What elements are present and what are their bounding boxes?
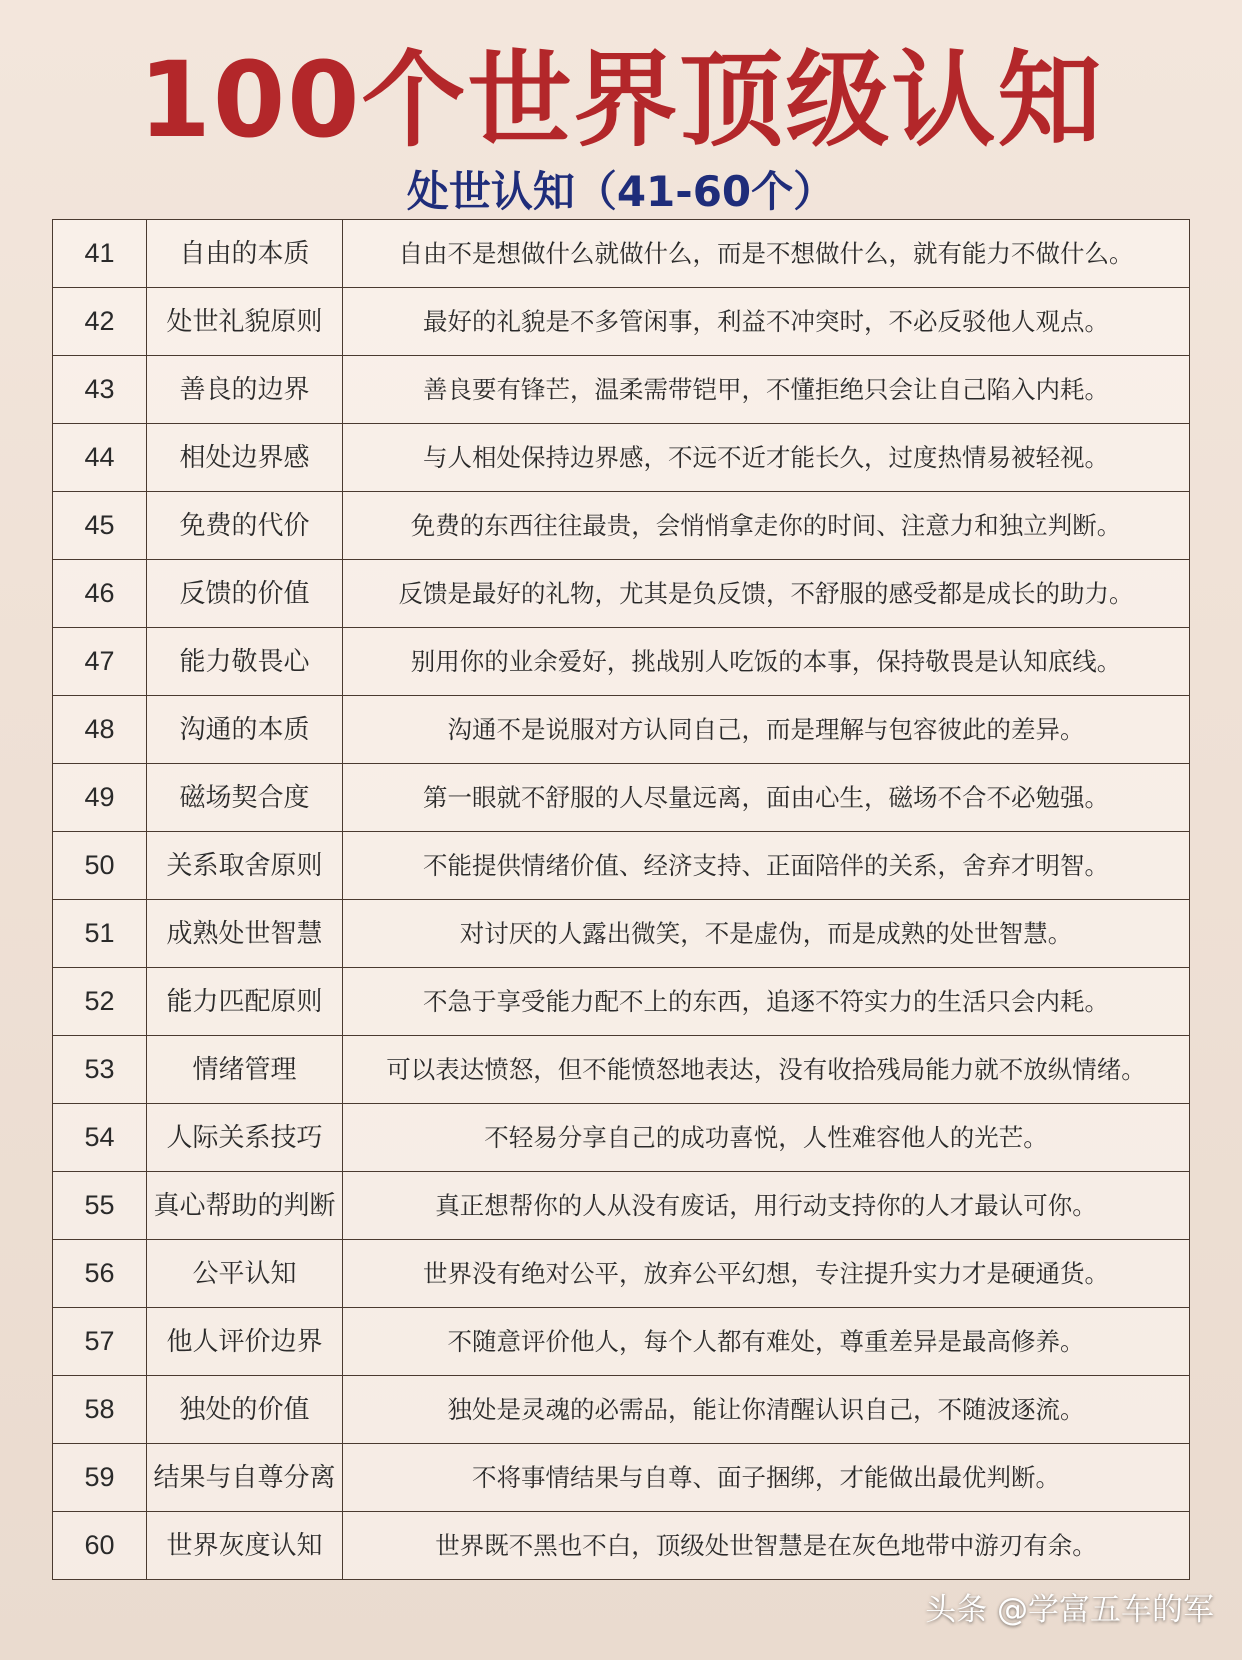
row-number: 49 bbox=[53, 764, 147, 832]
row-description: 世界没有绝对公平，放弃公平幻想，专注提升实力才是硬通货。 bbox=[343, 1240, 1190, 1308]
row-number: 56 bbox=[53, 1240, 147, 1308]
row-topic: 自由的本质 bbox=[147, 220, 343, 288]
row-number: 47 bbox=[53, 628, 147, 696]
row-description: 与人相处保持边界感，不远不近才能长久，过度热情易被轻视。 bbox=[343, 424, 1190, 492]
row-description: 自由不是想做什么就做什么，而是不想做什么，就有能力不做什么。 bbox=[343, 220, 1190, 288]
row-topic: 世界灰度认知 bbox=[147, 1512, 343, 1580]
row-description: 不轻易分享自己的成功喜悦，人性难容他人的光芒。 bbox=[343, 1104, 1190, 1172]
row-topic: 反馈的价值 bbox=[147, 560, 343, 628]
table-row bbox=[53, 832, 1190, 900]
row-number: 42 bbox=[53, 288, 147, 356]
table-row bbox=[53, 560, 1190, 628]
row-description: 不随意评价他人，每个人都有难处，尊重差异是最高修养。 bbox=[343, 1308, 1190, 1376]
row-description: 最好的礼貌是不多管闲事，利益不冲突时，不必反驳他人观点。 bbox=[343, 288, 1190, 356]
table-row bbox=[53, 696, 1190, 764]
row-description: 不能提供情绪价值、经济支持、正面陪伴的关系，舍弃才明智。 bbox=[343, 832, 1190, 900]
row-number: 44 bbox=[53, 424, 147, 492]
table-row bbox=[53, 1376, 1190, 1444]
row-number: 46 bbox=[53, 560, 147, 628]
table-row bbox=[53, 1172, 1190, 1240]
row-number: 58 bbox=[53, 1376, 147, 1444]
row-topic: 能力匹配原则 bbox=[147, 968, 343, 1036]
row-topic: 沟通的本质 bbox=[147, 696, 343, 764]
row-topic: 能力敬畏心 bbox=[147, 628, 343, 696]
page-title: 100个世界顶级认知 bbox=[138, 39, 1104, 161]
row-topic: 成熟处世智慧 bbox=[147, 900, 343, 968]
row-number: 51 bbox=[53, 900, 147, 968]
table-row bbox=[53, 356, 1190, 424]
row-number: 53 bbox=[53, 1036, 147, 1104]
row-description: 独处是灵魂的必需品，能让你清醒认识自己，不随波逐流。 bbox=[343, 1376, 1190, 1444]
row-description: 沟通不是说服对方认同自己，而是理解与包容彼此的差异。 bbox=[343, 696, 1190, 764]
cognition-table bbox=[52, 219, 1190, 1580]
row-topic: 免费的代价 bbox=[147, 492, 343, 560]
row-description: 真正想帮你的人从没有废话，用行动支持你的人才最认可你。 bbox=[343, 1172, 1190, 1240]
table-row bbox=[53, 220, 1190, 288]
row-number: 59 bbox=[53, 1444, 147, 1512]
table-row bbox=[53, 288, 1190, 356]
row-topic: 真心帮助的判断 bbox=[147, 1172, 343, 1240]
watermark: 头条 @学富五车的军 bbox=[925, 1592, 1214, 1628]
row-description: 世界既不黑也不白，顶级处世智慧是在灰色地带中游刃有余。 bbox=[343, 1512, 1190, 1580]
row-topic: 磁场契合度 bbox=[147, 764, 343, 832]
table-row bbox=[53, 424, 1190, 492]
table-row bbox=[53, 1036, 1190, 1104]
row-number: 43 bbox=[53, 356, 147, 424]
row-topic: 人际关系技巧 bbox=[147, 1104, 343, 1172]
row-topic: 独处的价值 bbox=[147, 1376, 343, 1444]
row-description: 可以表达愤怒，但不能愤怒地表达，没有收拾残局能力就不放纵情绪。 bbox=[343, 1036, 1190, 1104]
row-number: 48 bbox=[53, 696, 147, 764]
row-topic: 他人评价边界 bbox=[147, 1308, 343, 1376]
row-description: 不将事情结果与自尊、面子捆绑，才能做出最优判断。 bbox=[343, 1444, 1190, 1512]
row-topic: 公平认知 bbox=[147, 1240, 343, 1308]
row-number: 60 bbox=[53, 1512, 147, 1580]
row-topic: 结果与自尊分离 bbox=[147, 1444, 343, 1512]
table-row bbox=[53, 1444, 1190, 1512]
row-description: 善良要有锋芒，温柔需带铠甲，不懂拒绝只会让自己陷入内耗。 bbox=[343, 356, 1190, 424]
row-topic: 处世礼貌原则 bbox=[147, 288, 343, 356]
row-description: 第一眼就不舒服的人尽量远离，面由心生，磁场不合不必勉强。 bbox=[343, 764, 1190, 832]
row-number: 55 bbox=[53, 1172, 147, 1240]
table-row bbox=[53, 628, 1190, 696]
page-subtitle: 处世认知（41-60个） bbox=[406, 167, 836, 216]
table-row bbox=[53, 1104, 1190, 1172]
table-row bbox=[53, 968, 1190, 1036]
table-row bbox=[53, 900, 1190, 968]
row-number: 45 bbox=[53, 492, 147, 560]
row-description: 反馈是最好的礼物，尤其是负反馈，不舒服的感受都是成长的助力。 bbox=[343, 560, 1190, 628]
row-description: 别用你的业余爱好，挑战别人吃饭的本事，保持敬畏是认知底线。 bbox=[343, 628, 1190, 696]
row-description: 免费的东西往往最贵，会悄悄拿走你的时间、注意力和独立判断。 bbox=[343, 492, 1190, 560]
table-row bbox=[53, 1512, 1190, 1580]
row-number: 41 bbox=[53, 220, 147, 288]
row-topic: 情绪管理 bbox=[147, 1036, 343, 1104]
table-row bbox=[53, 1240, 1190, 1308]
row-topic: 善良的边界 bbox=[147, 356, 343, 424]
row-description: 对讨厌的人露出微笑，不是虚伪，而是成熟的处世智慧。 bbox=[343, 900, 1190, 968]
table-row bbox=[53, 1308, 1190, 1376]
row-number: 57 bbox=[53, 1308, 147, 1376]
row-topic: 相处边界感 bbox=[147, 424, 343, 492]
table-row bbox=[53, 492, 1190, 560]
row-number: 50 bbox=[53, 832, 147, 900]
row-topic: 关系取舍原则 bbox=[147, 832, 343, 900]
row-number: 54 bbox=[53, 1104, 147, 1172]
row-description: 不急于享受能力配不上的东西，追逐不符实力的生活只会内耗。 bbox=[343, 968, 1190, 1036]
table-row bbox=[53, 764, 1190, 832]
row-number: 52 bbox=[53, 968, 147, 1036]
